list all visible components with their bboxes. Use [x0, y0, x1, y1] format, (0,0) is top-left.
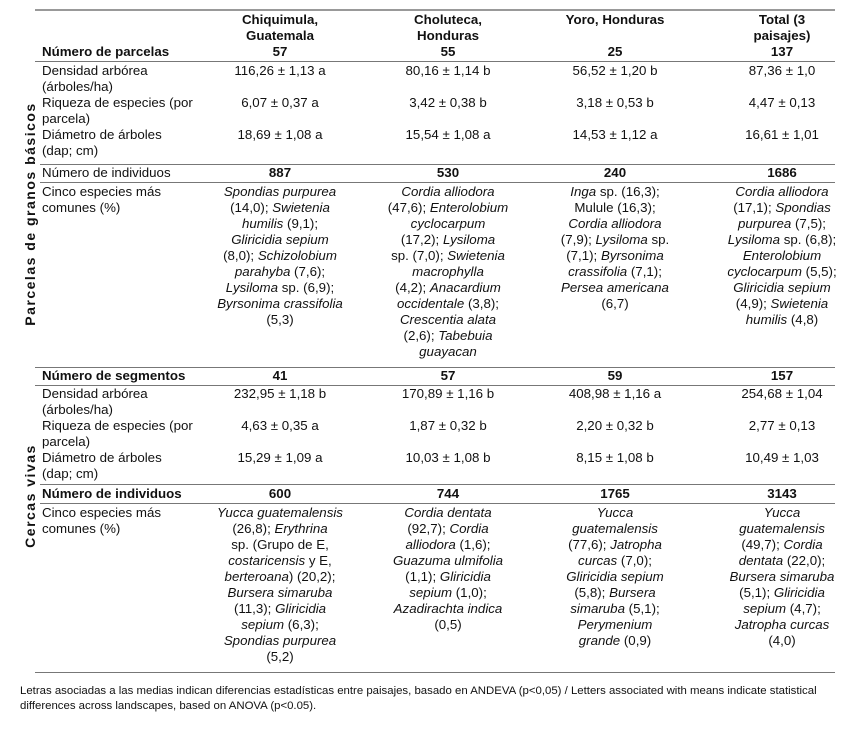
species-text: (5,2)	[266, 649, 294, 664]
row-label-line: (árboles/ha)	[42, 402, 113, 417]
species-text: (1,6);	[455, 537, 491, 552]
species-label-line: Cinco especies más	[42, 505, 161, 520]
species-text: (5,1);	[624, 601, 660, 616]
species-text: y E,	[305, 553, 332, 568]
species-name: Cordia alliodora	[401, 184, 495, 199]
row-label-line: Densidad arbórea	[42, 63, 148, 78]
individuals-label: Número de individuos	[42, 486, 182, 501]
section-rule	[35, 672, 835, 673]
species-line	[194, 280, 366, 296]
species-line	[194, 505, 366, 521]
species-name: Crescentia alata	[399, 312, 497, 327]
row-label-line: (dap; cm)	[42, 143, 99, 158]
species-line	[194, 200, 366, 216]
table-top-rule	[35, 9, 835, 11]
species-line	[194, 264, 366, 280]
species-name: parahyba	[234, 264, 291, 279]
species-text: (22,0);	[783, 553, 826, 568]
species-name: Swietenia	[447, 248, 505, 263]
species-line	[529, 601, 701, 617]
row-value: 8,15 ± 1,08 b	[576, 450, 654, 465]
species-text: sp. (6,9);	[278, 280, 335, 295]
row-label-line: (dap; cm)	[42, 466, 99, 481]
row-value: 56,52 ± 1,20 b	[572, 63, 658, 78]
species-name: occidentale	[396, 296, 465, 311]
species-name: Guazuma ulmifolia	[392, 553, 504, 568]
species-text: (17,2);	[400, 232, 443, 247]
row-label-line: Diámetro de árboles	[42, 127, 162, 142]
row-rule	[40, 182, 835, 183]
species-line	[529, 521, 701, 537]
species-line	[696, 280, 862, 296]
species-line	[529, 617, 701, 633]
species-text: sp. (7,0);	[391, 248, 448, 263]
species-line	[696, 264, 862, 280]
species-text: sp. (16,3);	[596, 184, 660, 199]
species-line	[696, 312, 862, 328]
species-text: (92,7);	[407, 521, 450, 536]
species-line	[194, 312, 366, 328]
species-name: cyclocarpum	[727, 264, 802, 279]
row-label-line: parcela)	[42, 111, 91, 126]
row-label-line: Riqueza de especies (por	[42, 95, 193, 110]
species-line	[696, 537, 862, 553]
count-value: 157	[770, 368, 794, 383]
species-cell	[696, 505, 862, 649]
species-line	[362, 328, 534, 344]
species-name: Spondias	[775, 200, 831, 215]
species-text: (77,6);	[568, 537, 611, 552]
species-text: (8,0);	[223, 248, 258, 263]
species-line	[529, 553, 701, 569]
row-label-line: (árboles/ha)	[42, 79, 113, 94]
species-name: Inga	[570, 184, 597, 199]
species-line	[529, 248, 701, 264]
species-line	[194, 184, 366, 200]
individuals-value: 600	[268, 486, 292, 501]
species-name: sepium	[241, 617, 285, 632]
count-value: 25	[607, 44, 623, 59]
species-line	[529, 633, 701, 649]
species-line	[696, 585, 862, 601]
row-value: 10,49 ± 1,03	[745, 450, 819, 465]
individuals-value: 1686	[767, 165, 797, 180]
species-line	[529, 569, 701, 585]
species-line	[362, 216, 534, 232]
species-cell	[362, 505, 534, 633]
species-text: (7,5);	[791, 216, 826, 231]
count-value: 137	[770, 44, 794, 59]
species-text: (4,0)	[768, 633, 796, 648]
species-name: humilis	[241, 216, 284, 231]
species-line	[362, 553, 534, 569]
species-text: (6,7)	[601, 296, 629, 311]
row-value: 116,26 ± 1,13 a	[234, 63, 326, 78]
species-line	[529, 585, 701, 601]
row-value: 2,77 ± 0,13	[748, 418, 816, 433]
row-value: 232,95 ± 1,18 b	[233, 386, 327, 401]
species-name: Byrsonima crassifolia	[217, 296, 343, 311]
species-text: (11,3);	[233, 601, 276, 616]
species-line	[194, 296, 366, 312]
species-name: crassifolia	[568, 264, 628, 279]
species-line	[529, 280, 701, 296]
species-name: Bursera simaruba	[227, 585, 333, 600]
species-cell	[529, 184, 701, 312]
species-name: Gliricidia sepium	[733, 280, 831, 295]
species-name: grande	[578, 633, 621, 648]
row-value: 15,54 ± 1,08 a	[405, 127, 491, 142]
species-text: (4,7);	[786, 601, 821, 616]
species-line	[696, 601, 862, 617]
species-name: dentata	[738, 553, 784, 568]
row-value: 15,29 ± 1,09 a	[237, 450, 323, 465]
footnote: Letras asociadas a las medias indican diferencias estadísticas entre paisajes, basado en ANDEVA (p<0,05) / Letters associated with means indicate statistical differences across landscapes, based on ANOVA (p<0.05).	[20, 685, 817, 712]
individuals-value: 887	[268, 165, 292, 180]
species-text: (0,9)	[620, 633, 652, 648]
species-name: Cordia	[449, 521, 489, 536]
section-rule	[35, 61, 835, 62]
species-label-line: comunes (%)	[42, 521, 121, 536]
species-line	[529, 232, 701, 248]
row-value: 80,16 ± 1,14 b	[405, 63, 491, 78]
species-text: sp. (Grupo de E,	[231, 537, 329, 552]
species-line	[529, 200, 701, 216]
species-name: Lysiloma	[442, 232, 496, 247]
species-name: Lysiloma	[225, 280, 279, 295]
species-line	[696, 248, 862, 264]
species-text: (0,5)	[434, 617, 462, 632]
species-line	[696, 553, 862, 569]
species-text: (4,2);	[395, 280, 430, 295]
species-text: sp.	[647, 232, 670, 247]
species-label-line: comunes (%)	[42, 200, 121, 215]
row-value: 3,18 ± 0,53 b	[576, 95, 654, 110]
species-text: (7,6);	[290, 264, 326, 279]
row-label-line: parcela)	[42, 434, 91, 449]
species-text: (4,8)	[787, 312, 819, 327]
species-line	[362, 617, 534, 633]
species-cell	[194, 184, 366, 328]
species-name: Azadirachta indica	[393, 601, 503, 616]
species-line	[194, 585, 366, 601]
species-line	[362, 248, 534, 264]
row-value: 2,20 ± 0,32 b	[576, 418, 654, 433]
species-line	[362, 264, 534, 280]
species-name: sepium	[409, 585, 453, 600]
row-value: 1,87 ± 0,32 b	[409, 418, 487, 433]
species-name: Yucca	[763, 505, 801, 520]
row-value: 408,98 ± 1,16 a	[568, 386, 662, 401]
count-label: Número de parcelas	[42, 44, 170, 59]
species-name: Enterolobium	[429, 200, 509, 215]
count-value: 55	[440, 44, 456, 59]
row-value: 14,53 ± 1,12 a	[572, 127, 658, 142]
species-line	[529, 296, 701, 312]
species-name: Schizolobium	[257, 248, 337, 263]
species-line	[696, 216, 862, 232]
species-name: Cordia dentata	[404, 505, 492, 520]
species-line	[696, 633, 862, 649]
row-rule	[40, 484, 835, 485]
species-line	[362, 505, 534, 521]
row-value: 16,61 ± 1,01	[745, 127, 819, 142]
species-name: Yucca	[596, 505, 634, 520]
species-line	[696, 296, 862, 312]
species-line	[194, 569, 366, 585]
species-name: Yucca guatemalensis	[217, 505, 343, 520]
species-line	[696, 569, 862, 585]
species-name: Swietenia	[770, 296, 829, 311]
species-text: sp. (6,8);	[780, 232, 837, 247]
row-label-line: Densidad arbórea	[42, 386, 148, 401]
species-cell	[696, 184, 862, 328]
species-name: humilis	[745, 312, 788, 327]
species-name: Jatropha	[610, 537, 662, 552]
species-name: Perymenium	[577, 617, 653, 632]
species-name: Spondias purpurea	[223, 633, 337, 648]
species-name: Enterolobium	[742, 248, 822, 263]
species-line	[362, 200, 534, 216]
species-name: guayacan	[419, 344, 477, 359]
species-text: (7,9);	[560, 232, 596, 247]
species-name: Gliricidia	[773, 585, 825, 600]
species-line	[529, 216, 701, 232]
header-col-total: Total (3 paisajes)	[753, 12, 811, 43]
species-text: (3,8);	[464, 296, 499, 311]
species-cell	[194, 505, 366, 665]
species-name: Byrsonima	[600, 248, 664, 263]
species-name: Swietenia	[272, 200, 330, 215]
species-line	[194, 537, 366, 553]
species-name: sepium	[743, 601, 787, 616]
species-text: (5,1);	[739, 585, 774, 600]
count-label: Número de segmentos	[42, 368, 186, 383]
species-name: Bursera	[609, 585, 656, 600]
species-line	[194, 248, 366, 264]
species-line	[362, 521, 534, 537]
species-line	[696, 521, 862, 537]
species-name: Anacardium	[429, 280, 501, 295]
species-name: Lysiloma	[595, 232, 648, 247]
species-line	[194, 553, 366, 569]
row-value: 254,68 ± 1,04	[741, 386, 823, 401]
species-name: Gliricidia	[275, 601, 327, 616]
species-name: Jatropha curcas	[734, 617, 830, 632]
species-text: (7,1);	[627, 264, 662, 279]
species-line	[696, 505, 862, 521]
species-line	[362, 537, 534, 553]
species-name: Gliricidia	[439, 569, 491, 584]
species-cell	[362, 184, 534, 360]
species-line	[362, 344, 534, 360]
species-name: Persea americana	[561, 280, 669, 295]
species-text: (49,7);	[741, 537, 784, 552]
species-text: (5,5);	[801, 264, 837, 279]
species-name: Cordia alliodora	[735, 184, 829, 199]
species-line	[194, 232, 366, 248]
species-line	[362, 585, 534, 601]
species-name: simaruba	[570, 601, 625, 616]
row-value: 170,89 ± 1,16 b	[401, 386, 495, 401]
row-value: 4,47 ± 0,13	[748, 95, 816, 110]
species-cell	[529, 505, 701, 649]
individuals-label: Número de individuos	[42, 165, 171, 180]
species-name: Bursera simaruba	[729, 569, 835, 584]
species-line	[194, 649, 366, 665]
count-value: 59	[607, 368, 623, 383]
individuals-value: 1765	[600, 486, 630, 501]
species-text: ) (20,2);	[288, 569, 336, 584]
species-text: Mulule (16,3);	[574, 200, 656, 215]
individuals-value: 530	[436, 165, 460, 180]
section-label: Parcelas de granos básicos	[22, 102, 38, 326]
species-text: (9,1);	[283, 216, 319, 231]
species-name: costaricensis	[228, 553, 306, 568]
species-line	[362, 569, 534, 585]
species-line	[194, 617, 366, 633]
species-name: Lysiloma	[727, 232, 781, 247]
row-value: 6,07 ± 0,37 a	[241, 95, 319, 110]
species-text: (7,1);	[566, 248, 601, 263]
species-name: Spondias purpurea	[223, 184, 337, 199]
species-text: (1,1);	[405, 569, 440, 584]
species-name: curcas	[578, 553, 618, 568]
species-line	[362, 312, 534, 328]
species-line	[194, 633, 366, 649]
section-label: Cercas vivas	[22, 444, 38, 548]
row-value: 87,36 ± 1,0	[748, 63, 816, 78]
row-label-line: Diámetro de árboles	[42, 450, 162, 465]
row-value: 3,42 ± 0,38 b	[409, 95, 487, 110]
species-name: berteroana	[224, 569, 289, 584]
species-line	[194, 601, 366, 617]
species-name: Cordia alliodora	[568, 216, 662, 231]
row-value: 18,69 ± 1,08 a	[237, 127, 323, 142]
species-line	[696, 200, 862, 216]
species-line	[362, 296, 534, 312]
species-line	[194, 521, 366, 537]
row-rule	[40, 503, 835, 504]
species-line	[362, 280, 534, 296]
species-line	[696, 184, 862, 200]
species-name: Gliricidia sepium	[231, 232, 329, 247]
species-line	[529, 505, 701, 521]
individuals-value: 744	[436, 486, 460, 501]
species-name: Gliricidia sepium	[566, 569, 664, 584]
row-value: 4,63 ± 0,35 a	[241, 418, 319, 433]
species-text: (6,3);	[284, 617, 319, 632]
species-line	[529, 184, 701, 200]
species-text: (14,0);	[230, 200, 273, 215]
row-label-line: Riqueza de especies (por	[42, 418, 193, 433]
species-name: Erythrina	[274, 521, 328, 536]
species-line	[362, 601, 534, 617]
species-name: macrophylla	[412, 264, 484, 279]
species-text: (26,8);	[232, 521, 275, 536]
species-line	[362, 232, 534, 248]
species-line	[529, 264, 701, 280]
species-name: Cordia	[783, 537, 823, 552]
species-text: (2,6);	[403, 328, 439, 343]
species-line	[529, 537, 701, 553]
individuals-value: 240	[603, 165, 627, 180]
species-text: (1,0);	[452, 585, 487, 600]
individuals-value: 3143	[767, 486, 797, 501]
header-col-chiquimula: Chiquimula, Guatemala	[241, 12, 319, 43]
row-value: 10,03 ± 1,08 b	[405, 450, 491, 465]
header-col-choluteca: Choluteca, Honduras	[414, 12, 482, 43]
species-name: alliodora	[405, 537, 456, 552]
species-text: (5,3)	[266, 312, 294, 327]
count-value: 41	[272, 368, 288, 383]
species-text: (4,9);	[735, 296, 771, 311]
species-line	[696, 232, 862, 248]
species-line	[696, 617, 862, 633]
species-line	[194, 216, 366, 232]
species-name: Tabebuia	[438, 328, 493, 343]
count-value: 57	[272, 44, 288, 59]
species-text: (5,8);	[574, 585, 610, 600]
species-name: purpurea	[738, 216, 792, 231]
species-text: (7,0);	[617, 553, 652, 568]
species-name: guatemalensis	[572, 521, 658, 536]
species-name: cyclocarpum	[410, 216, 486, 231]
species-text: (47,6);	[387, 200, 430, 215]
species-line	[362, 184, 534, 200]
header-col-yoro: Yoro, Honduras	[565, 12, 665, 27]
species-name: guatemalensis	[739, 521, 825, 536]
species-label-line: Cinco especies más	[42, 184, 161, 199]
species-text: (17,1);	[733, 200, 776, 215]
count-value: 57	[440, 368, 456, 383]
